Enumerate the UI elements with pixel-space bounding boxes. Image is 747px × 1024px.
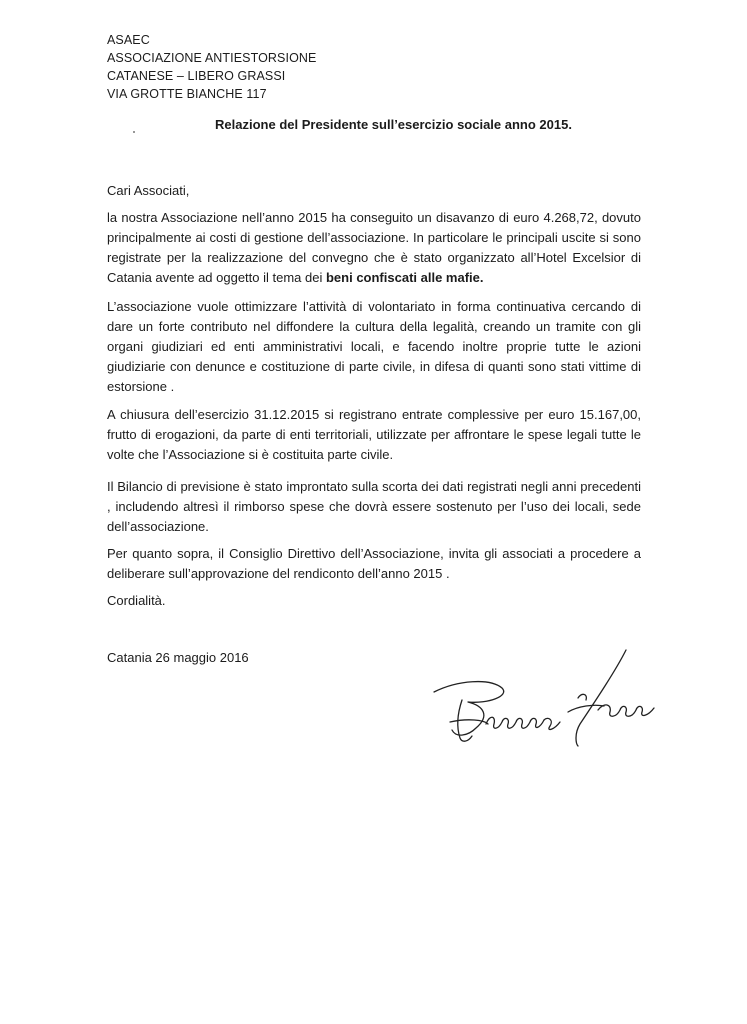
paragraph-4: Il Bilancio di previsione è stato improntato sulla scorta dei dati registrati negli anni precedenti , includendo altresì il rimborso spese che dovrà essere sostenuto per l’uso dei locali, sede dell’associazione.	[107, 479, 641, 534]
paragraph-3: A chiusura dell’esercizio 31.12.2015 si registrano entrate complessive per euro 15.167,00, frutto di erogazioni, da parte di enti territoriali, utilizzate per affrontare le spese legali tutte le volte che l’Associazione si è costituita parte civile.	[107, 407, 641, 462]
letterhead-line-3: CATANESE – LIBERO GRASSI	[107, 69, 286, 83]
salutation: Cari Associati,	[107, 183, 190, 198]
letterhead-line-1: ASAEC	[107, 33, 150, 47]
closing: Cordialità.	[107, 593, 166, 608]
paragraph-1-text: la nostra Associazione nell’anno 2015 ha conseguito un disavanzo di euro 4.268,72, dovuto principalmente ai costi di gestione dell’associazione. In particolare le principali uscite si sono registrate per la realizzazione del convegno che è stato organizzato all’Hotel Excelsior di Catania avente ad oggetto il tema dei	[107, 210, 641, 285]
paragraph-2: L’associazione vuole ottimizzare l’attività di volontariato in forma continuativa cercando di dare un forte contributo nel diffondere la cultura della legalità, creando un tramite con gli organi giudiziari ed enti amministrativi locali, e facendo inoltre proprie tutte le azioni giudiziarie con denunce e costituzione di parte civile, in difesa di quanti sono stati vittime di estorsione .	[107, 299, 641, 394]
letterhead-line-4: VIA GROTTE BIANCHE 117	[107, 87, 267, 101]
signing-date: Catania 26 maggio 2016	[107, 650, 249, 665]
handwritten-signature	[428, 640, 658, 750]
paragraph-1	[107, 208, 641, 288]
paragraph-5: Per quanto sopra, il Consiglio Direttivo dell’Associazione, invita gli associati a procedere a deliberare sull’approvazione del rendiconto dell’anno 2015 .	[107, 546, 641, 581]
letterhead-line-2: ASSOCIAZIONE ANTIESTORSIONE	[107, 51, 317, 65]
letterhead	[107, 31, 316, 103]
paragraph-1-bold: beni confiscati alle mafie.	[325, 270, 484, 285]
document-title: Relazione del Presidente sull’esercizio sociale anno 2015.	[215, 117, 572, 132]
